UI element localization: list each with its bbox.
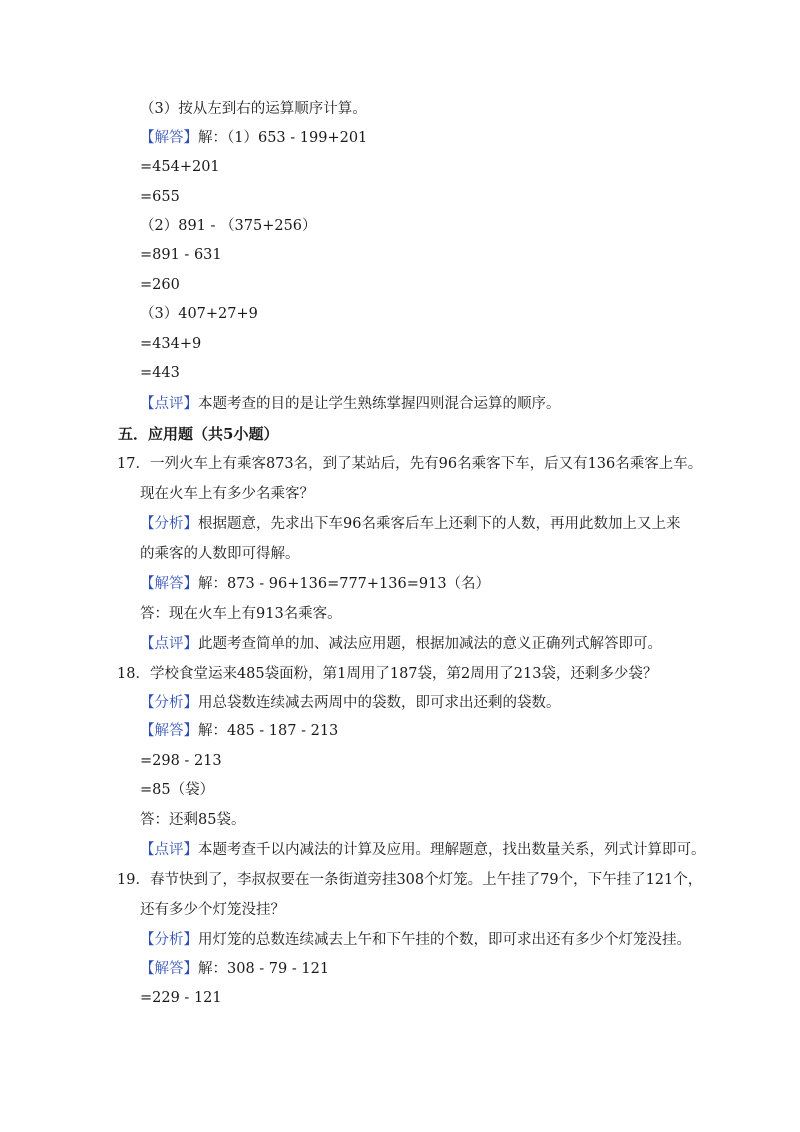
text-line: =229 - 121 — [140, 990, 222, 1006]
comment-line: 【点评】本题考查千以内减法的计算及应用。理解题意，找出数量关系，列式计算即可。 — [140, 842, 706, 858]
analysis-line: 【分析】用灯笼的总数连续减去上午和下午挂的个数，即可求出还有多少个灯笼没挂。 — [140, 932, 691, 948]
analysis-line: 【分析】根据题意，先求出下车96名乘客后车上还剩下的人数，再用此数加上又上来 — [140, 516, 681, 532]
answer-line: 【解答】解：485 - 187 - 213 — [140, 723, 339, 739]
answer-tag: 【解答】 — [140, 723, 198, 739]
section-heading: 五．应用题（共5小题） — [118, 425, 279, 443]
answer-line: 【解答】解：308 - 79 - 121 — [140, 961, 330, 977]
comment-tag: 【点评】 — [140, 842, 198, 858]
answer-line: 【解答】解：（1）653 - 199+201 — [140, 130, 368, 146]
answer-tag: 【解答】 — [140, 961, 198, 977]
text-line: =443 — [140, 365, 180, 381]
text-line: 现在火车上有多少名乘客？ — [140, 486, 314, 502]
text-line: （2）891 - （375+256） — [140, 218, 317, 234]
text-line: =85（袋） — [140, 782, 215, 798]
text-line: =891 - 631 — [140, 247, 222, 263]
text-line: =454+201 — [140, 159, 220, 175]
text-line: =655 — [140, 189, 180, 205]
answer-tag: 【解答】 — [140, 576, 198, 592]
question-18: 18．学校食堂运来485袋面粉，第1周用了187袋，第2周用了213袋，还剩多少袋？ — [117, 666, 658, 682]
answer-line: 【解答】解：873 - 96+136=777+136=913（名） — [140, 576, 491, 592]
text-line: （3）按从左到右的运算顺序计算。 — [140, 101, 367, 117]
text-line: =434+9 — [140, 336, 202, 352]
analysis-line: 【分析】用总袋数连续减去两周中的袋数，即可求出还剩的袋数。 — [140, 695, 561, 711]
question-17: 17．一列火车上有乘客873名，到了某站后，先有96名乘客下车，后又有136名乘客上车。 — [117, 456, 703, 472]
comment-tag: 【点评】 — [140, 396, 198, 412]
text-line: （3）407+27+9 — [140, 306, 258, 322]
analysis-tag: 【分析】 — [140, 516, 198, 532]
text-line: 答：还剩85袋。 — [140, 812, 246, 828]
comment-line: 【点评】本题考查的目的是让学生熟练掌握四则混合运算的顺序。 — [140, 396, 561, 412]
text-line: 的乘客的人数即可得解。 — [140, 546, 300, 562]
text-line: 答：现在火车上有913名乘客。 — [140, 606, 342, 622]
text-line: =260 — [140, 277, 180, 293]
answer-tag: 【解答】 — [140, 130, 198, 146]
comment-line: 【点评】此题考查简单的加、减法应用题，根据加减法的意义正确列式解答即可。 — [140, 636, 662, 652]
comment-tag: 【点评】 — [140, 636, 198, 652]
text-line: 还有多少个灯笼没挂？ — [140, 902, 285, 918]
analysis-tag: 【分析】 — [140, 695, 198, 711]
text-line: =298 - 213 — [140, 753, 222, 769]
analysis-tag: 【分析】 — [140, 932, 198, 948]
question-19: 19．春节快到了，李叔叔要在一条街道旁挂308个灯笼。上午挂了79个，下午挂了121个， — [117, 872, 703, 888]
